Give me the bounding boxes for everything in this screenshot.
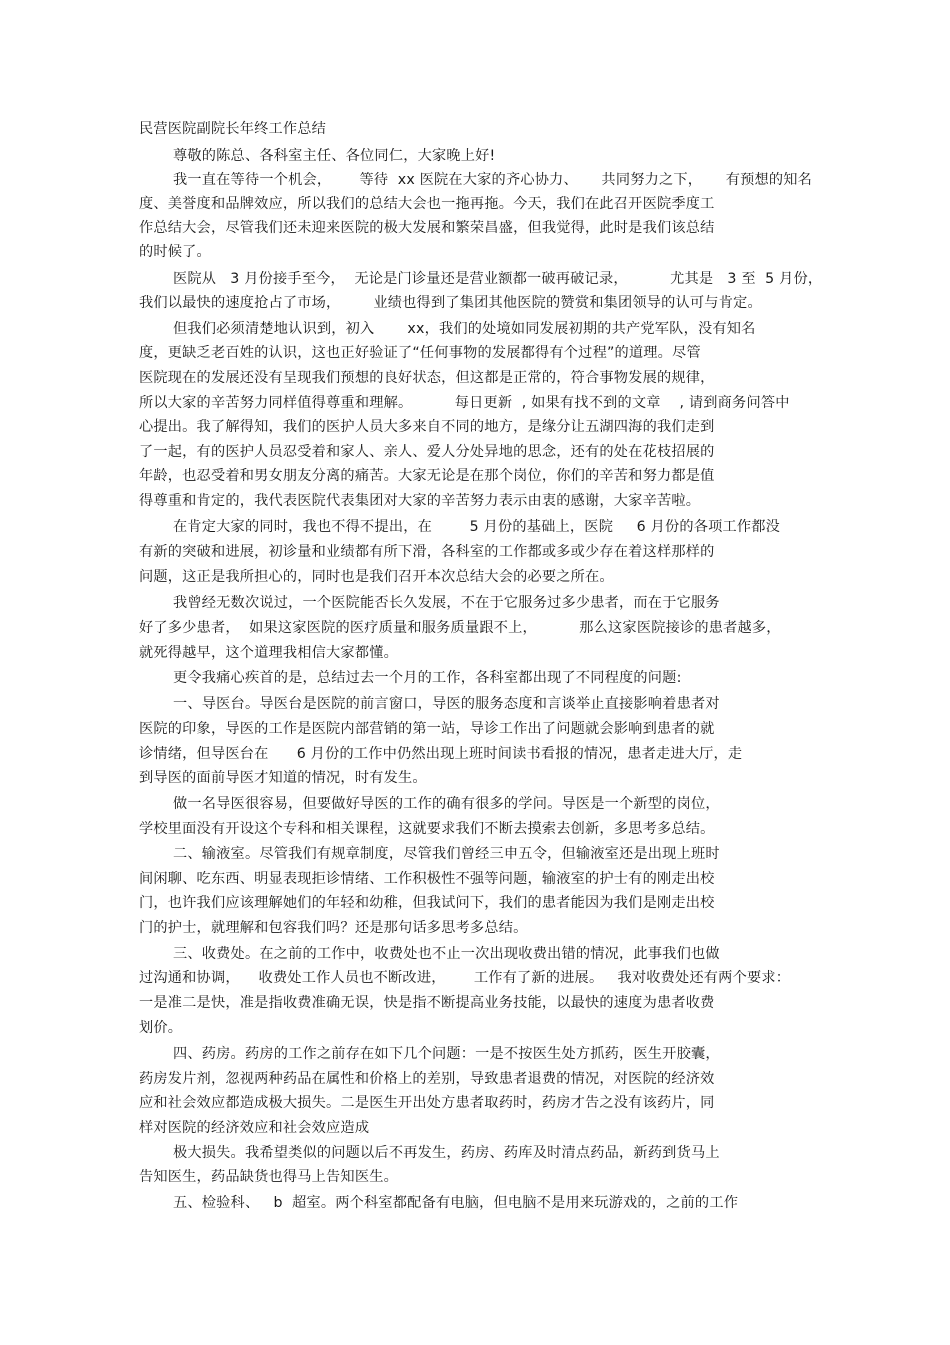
text-line: 诊情绪，但导医台在 6 月份的工作中仍然出现上班时间读书看报的情况，患者走进大厅，走 [139,746,743,762]
text-line: 极大损失。我希望类似的问题以后不再发生，药房、药库及时清点药品，新药到货马上 [173,1145,720,1161]
text-line: 好了多少患者， 如果这家医院的医疗质量和服务质量跟不上， 那么这家医院接诊的患者越多， [139,620,781,636]
text-line: 问题，这正是我所担心的，同时也是我们召开本次总结大会的必要之所在。 [139,569,614,585]
text-line: 一是准二是快，准是指收费准确无误，快是指不断提高业务技能，以最快的速度为患者收费 [139,995,715,1011]
text-line: 我一直在等待一个机会， 等待 xx 医院在大家的齐心协力、 共同努力之下， 有预想的知名 [173,172,813,188]
text-line: 二、输液室。尽管我们有规章制度，尽管我们曾经三申五令，但输液室还是出现上班时 [173,846,720,862]
text-line: 做一名导医很容易，但要做好导医的工作的确有很多的学问。导医是一个新型的岗位， [173,796,720,812]
text-line: 作总结大会，尽管我们还未迎来医院的极大发展和繁荣昌盛，但我觉得，此时是我们该总结 [139,220,715,236]
text-line: 划价。 [139,1020,183,1036]
text-line: 有新的突破和进展，初诊量和业绩都有所下滑，各科室的工作都或多或少存在着这样那样的 [139,544,715,560]
text-line: 应和社会效应都造成极大损失。二是医生开出处方患者取药时，药房才告之没有该药片，同 [139,1095,715,1111]
document-title: 民营医院副院长年终工作总结 [139,121,327,137]
text-line: 样对医院的经济效应和社会效应造成 [139,1120,370,1136]
text-line: 我们以最快的速度抢占了市场， 业绩也得到了集团其他医院的赞赏和集团领导的认可与肯定。 [139,295,762,311]
text-line: 年龄，也忍受着和男女朋友分离的痛苦。大家无论是在那个岗位，你们的辛苦和努力都是值 [139,468,715,484]
text-line: 所以大家的辛苦努力同样值得尊重和理解。 每日更新 , 如果有找不到的文章 , 请到商务问答中 [139,395,790,411]
text-line: 得尊重和肯定的，我代表医院代表集团对大家的辛苦努力表示由衷的感谢，大家辛苦啦。 [139,493,701,509]
text-line: 的时候了。 [139,244,211,260]
text-line: 度，更缺乏老百姓的认识，这也正好验证了“任何事物的发展都得有个过程”的道理。尽管 [139,345,701,361]
text-line: 学校里面没有开设这个专科和相关课程，这就要求我们不断去摸索去创新，多思考多总结。 [139,821,715,837]
text-line: 医院现在的发展还没有呈现我们预想的良好状态，但这都是正常的，符合事物发展的规律， [139,370,715,386]
text-line: 在肯定大家的同时，我也不得不提出，在 5 月份的基础上，医院 6 月份的各项工作都没 [173,519,781,535]
text-line: 尊敬的陈总、各科室主任、各位同仁，大家晚上好! [173,148,496,164]
text-line: 四、药房。药房的工作之前存在如下几个问题：一是不按医生处方抓药，医生开胶囊， [173,1046,720,1062]
text-line: 到导医的面前导医才知道的情况，时有发生。 [139,770,427,786]
text-line: 就死得越早，这个道理我相信大家都懂。 [139,645,398,661]
text-line: 间闲聊、吃东西、明显表现拒诊情绪、工作积极性不强等问题，输液室的护士有的刚走出校 [139,871,715,887]
text-line: 三、收费处。在之前的工作中，收费处也不止一次出现收费出错的情况，此事我们也做 [173,946,720,962]
text-line: 过沟通和协调， 收费处工作人员也不断改进， 工作有了新的进展。 我对收费处还有两个要求： [139,970,791,986]
text-line: 告知医生，药品缺货也得马上告知医生。 [139,1169,398,1185]
text-line: 但我们必须清楚地认识到，初入 xx，我们的处境如同发展初期的共产党军队，没有知名 [173,321,756,337]
text-line: 门，也许我们应该理解她们的年轻和幼稚，但我试问下，我们的患者能因为我们是刚走出校 [139,895,715,911]
text-line: 了一起，有的医护人员忍受着和家人、亲人、爱人分处异地的思念，还有的处在花枝招展的 [139,444,715,460]
text-line: 药房发片剂，忽视两种药品在属性和价格上的差别，导致患者退费的情况，对医院的经济效 [139,1071,715,1087]
text-line: 我曾经无数次说过，一个医院能否长久发展，不在于它服务过多少患者，而在于它服务 [173,595,720,611]
text-line: 心提出。我了解得知，我们的医护人员大多来自不同的地方，是缘分让五湖四海的我们走到 [139,419,715,435]
text-line: 一、导医台。导医台是医院的前言窗口，导医的服务态度和言谈举止直接影响着患者对 [173,696,720,712]
text-line: 医院的印象，导医的工作是医院内部营销的第一站，导诊工作出了问题就会影响到患者的就 [139,721,715,737]
text-line: 医院从 3 月份接手至今， 无论是门诊量还是营业额都一破再破记录， 尤其是 3 至 5 月份， [173,271,823,287]
text-line: 度、美誉度和品牌效应，所以我们的总结大会也一拖再拖。今天，我们在此召开医院季度工 [139,196,715,212]
text-line: 五、检验科、 b 超室。两个科室都配备有电脑，但电脑不是用来玩游戏的，之前的工作 [173,1195,739,1211]
text-line: 门的护士，就理解和包容我们吗？还是那句话多思考多总结。 [139,920,528,936]
text-line: 更令我痛心疾首的是，总结过去一个月的工作，各科室都出现了不同程度的问题: [173,670,682,686]
